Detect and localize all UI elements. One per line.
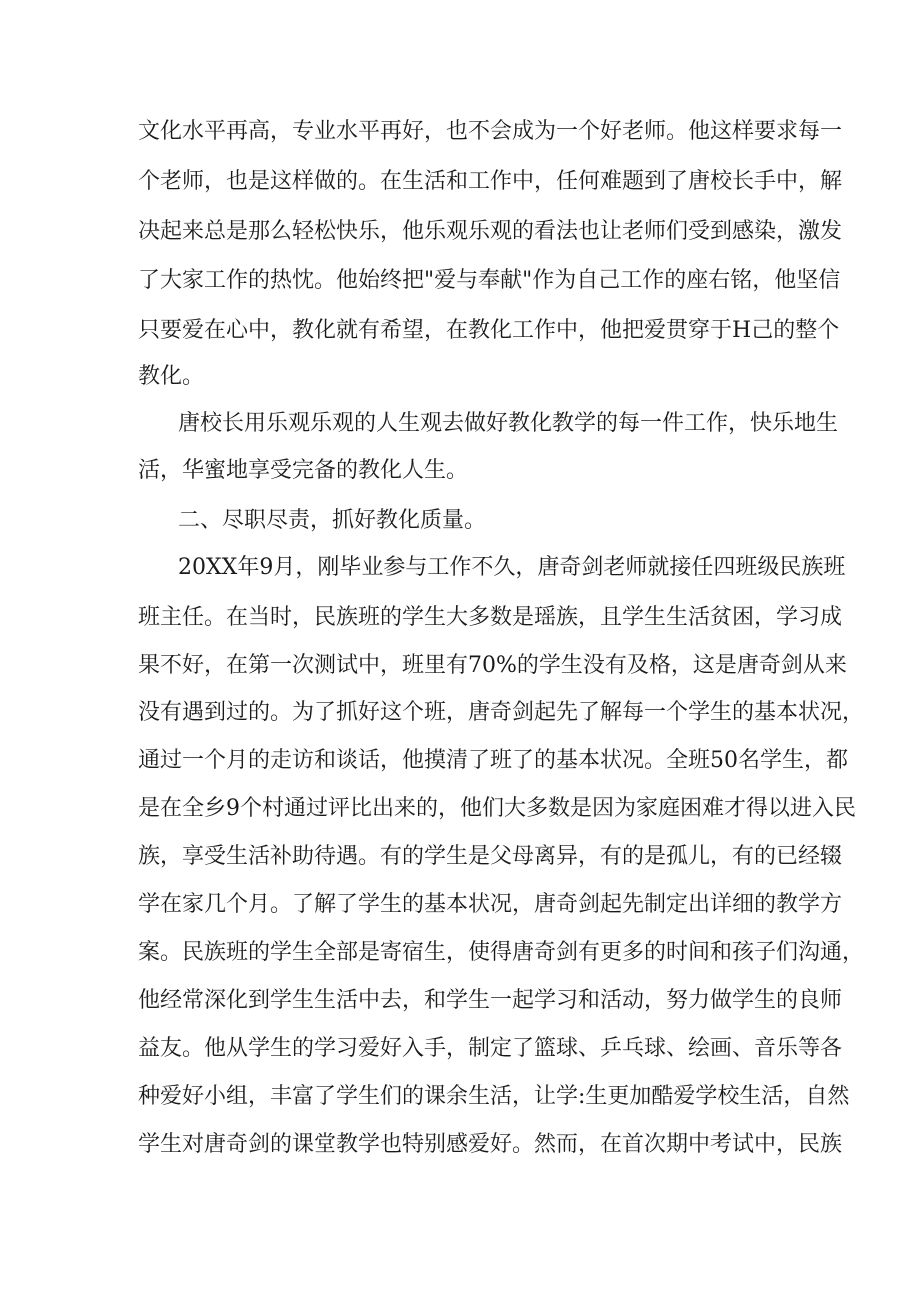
paragraph-3-line-11: 益友。他从学生的学习爱好入手，制定了篮球、乒乓球、绘画、音乐等各 [138,1036,843,1061]
text-line-4: 了大家工作的热忱。他始终把"爱与奉献"作为自己工作的座右铭，他坚信 [138,268,841,293]
paragraph-3-line-2: 班主任。在当时，民族班的学生大多数是瑶族，且学生生活贫困，学习成 [138,605,843,630]
text-line-5: 只要爱在心中，教化就有希望，在教化工作中，他把爱贯穿于H己的整个 [138,318,840,343]
paragraph-2-line-1: 唐校长用乐观乐观的人生观去做好教化教学的每一件工作，快乐地生 [178,411,839,436]
paragraph-3-line-6: 是在全乡9个村通过评比出来的，他们大多数是因为家庭困难才得以进入民 [138,796,856,821]
paragraph-3-line-1: 20XX年9月，刚毕业参与工作不久，唐奇剑老师就接任四班级民族班 [178,555,846,580]
paragraph-3-line-7: 族，享受生活补助待遇。有的学生是父母离异，有的是孤儿，有的已经辍 [138,844,843,869]
paragraph-3-line-9: 案。民族班的学生全部是寄宿生，使得唐奇剑有更多的时间和孩子们沟通， [138,940,865,965]
text-line-3: 决起来总是那么轻松快乐，他乐观乐观的看法也让老师们受到感染，激发 [138,219,843,244]
paragraph-3-line-5: 通过一个月的走访和谈话，他摸清了班了的基本状况。全班50名学生，都 [138,748,848,773]
paragraph-2-line-2: 活，华蜜地享受完备的教化人生。 [138,458,469,483]
paragraph-3-line-8: 学在家几个月。了解了学生的基本状况，唐奇剑起先制定出详细的教学方 [138,892,843,917]
paragraph-3-line-4: 没有遇到过的。为了抓好这个班，唐奇剑起先了解每一个学生的基本状况， [138,700,865,725]
paragraph-3-line-3: 果不好，在第一次测试中，班里有70%的学生没有及格，这是唐奇剑从来 [138,653,847,678]
paragraph-3-line-13: 学生对唐奇剑的课堂教学也特别感爱好。然而，在首次期中考试中，民族 [138,1132,843,1157]
paragraph-3-line-10: 他经常深化到学生生活中去，和学生一起学习和活动，努力做学生的良师 [138,988,843,1013]
text-line-2: 个老师，也是这样做的。在生活和工作中，任何难题到了唐校长手中，解 [138,169,843,194]
text-line-6: 教化。 [138,364,205,389]
paragraph-3-line-12: 种爱好小组，丰富了学生们的课余生活，让学:生更加酷爱学校生活，自然 [138,1084,850,1109]
text-line-1: 文化水平再高，专业水平再好，也不会成为一个好老师。他这样要求每一 [138,119,843,144]
section-heading: 二、尽职尽责，抓好教化质量。 [178,508,487,533]
